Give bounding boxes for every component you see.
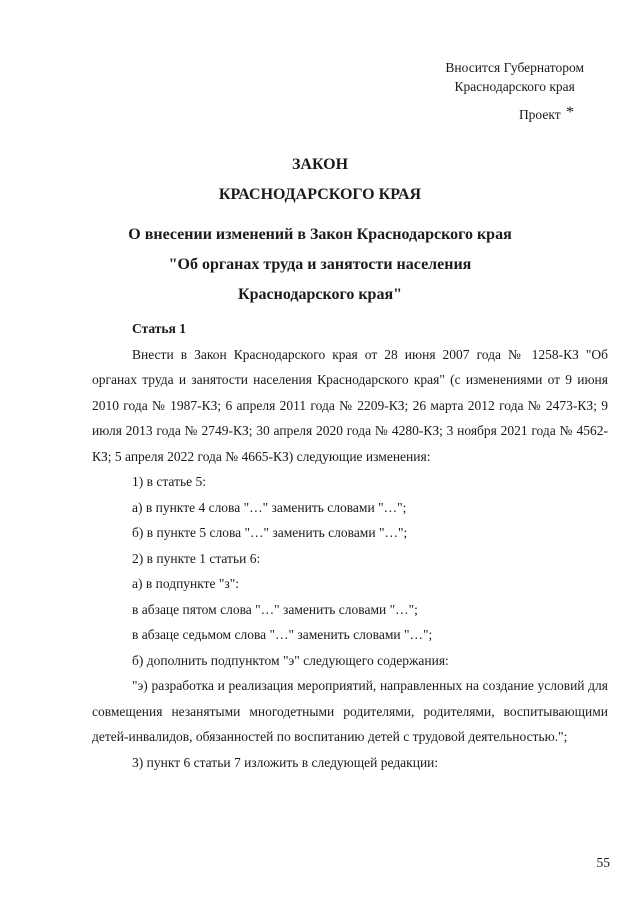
list-item: б) в пункте 5 слова "…" заменить словами "…"; bbox=[132, 525, 408, 540]
submission-note bbox=[445, 58, 584, 96]
quoted-subparagraph: "э) разработка и реализация мероприятий, направленных на создание условий для совмещения незанятыми многодетными родителями, родителями, воспитывающими детей-инвалидов, обязанностей по воспитанию детей с трудовой деятельностью."; bbox=[92, 678, 608, 744]
law-subject-line-3: Краснодарского края" bbox=[238, 286, 402, 303]
draft-text: Проект bbox=[518, 107, 561, 122]
list-item: 1) в статье 5: bbox=[132, 474, 206, 489]
list-item: в абзаце пятом слова "…" заменить словами "…"; bbox=[132, 601, 418, 617]
list-item: а) в подпункте "з": bbox=[132, 576, 240, 591]
law-subject-line-1: О внесении изменений в Закон Краснодарского края bbox=[128, 226, 512, 243]
page-number: 55 bbox=[596, 855, 610, 870]
law-title-line-2: КРАСНОДАРСКОГО КРАЯ bbox=[218, 186, 422, 203]
article-intro-paragraph: Внести в Закон Краснодарского края от 28 июня 2007 года № 1258-КЗ "Об органах труда и занятости населения Краснодарского края" (с изменениями от 9 июня 2010 года № 1987-КЗ; 6 апреля 2011 года № 2209-КЗ; 26 марта 2012 года № 2473-КЗ; 9 июля 2013 года № 2749-КЗ; 30 апреля 2020 года № 4280-КЗ; 3 ноября 2021 года № 4562-КЗ; 5 апреля 2022 года № 4665-КЗ) следующие изменения: bbox=[92, 346, 608, 464]
law-body bbox=[92, 316, 608, 775]
law-title bbox=[0, 150, 640, 210]
draft-asterisk: * bbox=[566, 104, 574, 121]
submission-line-1: Вносится Губернатором bbox=[445, 60, 584, 75]
list-item: 3) пункт 6 статьи 7 изложить в следующей редакции: bbox=[132, 754, 439, 770]
law-title-line-1: ЗАКОН bbox=[291, 156, 349, 173]
article-heading: Статья 1 bbox=[132, 321, 186, 336]
law-subject-line-2: "Об органах труда и занятости населения bbox=[168, 256, 472, 273]
submission-line-2: Краснодарского края bbox=[454, 79, 575, 94]
list-item: 2) в пункте 1 статьи 6: bbox=[132, 550, 261, 566]
list-item: в абзаце седьмом слова "…" заменить словами "…"; bbox=[132, 627, 433, 642]
law-subject bbox=[0, 220, 640, 310]
list-item: б) дополнить подпунктом "э" следующего содержания: bbox=[132, 652, 449, 668]
list-item: а) в пункте 4 слова "…" заменить словами "…"; bbox=[132, 499, 407, 515]
draft-label bbox=[519, 104, 574, 123]
